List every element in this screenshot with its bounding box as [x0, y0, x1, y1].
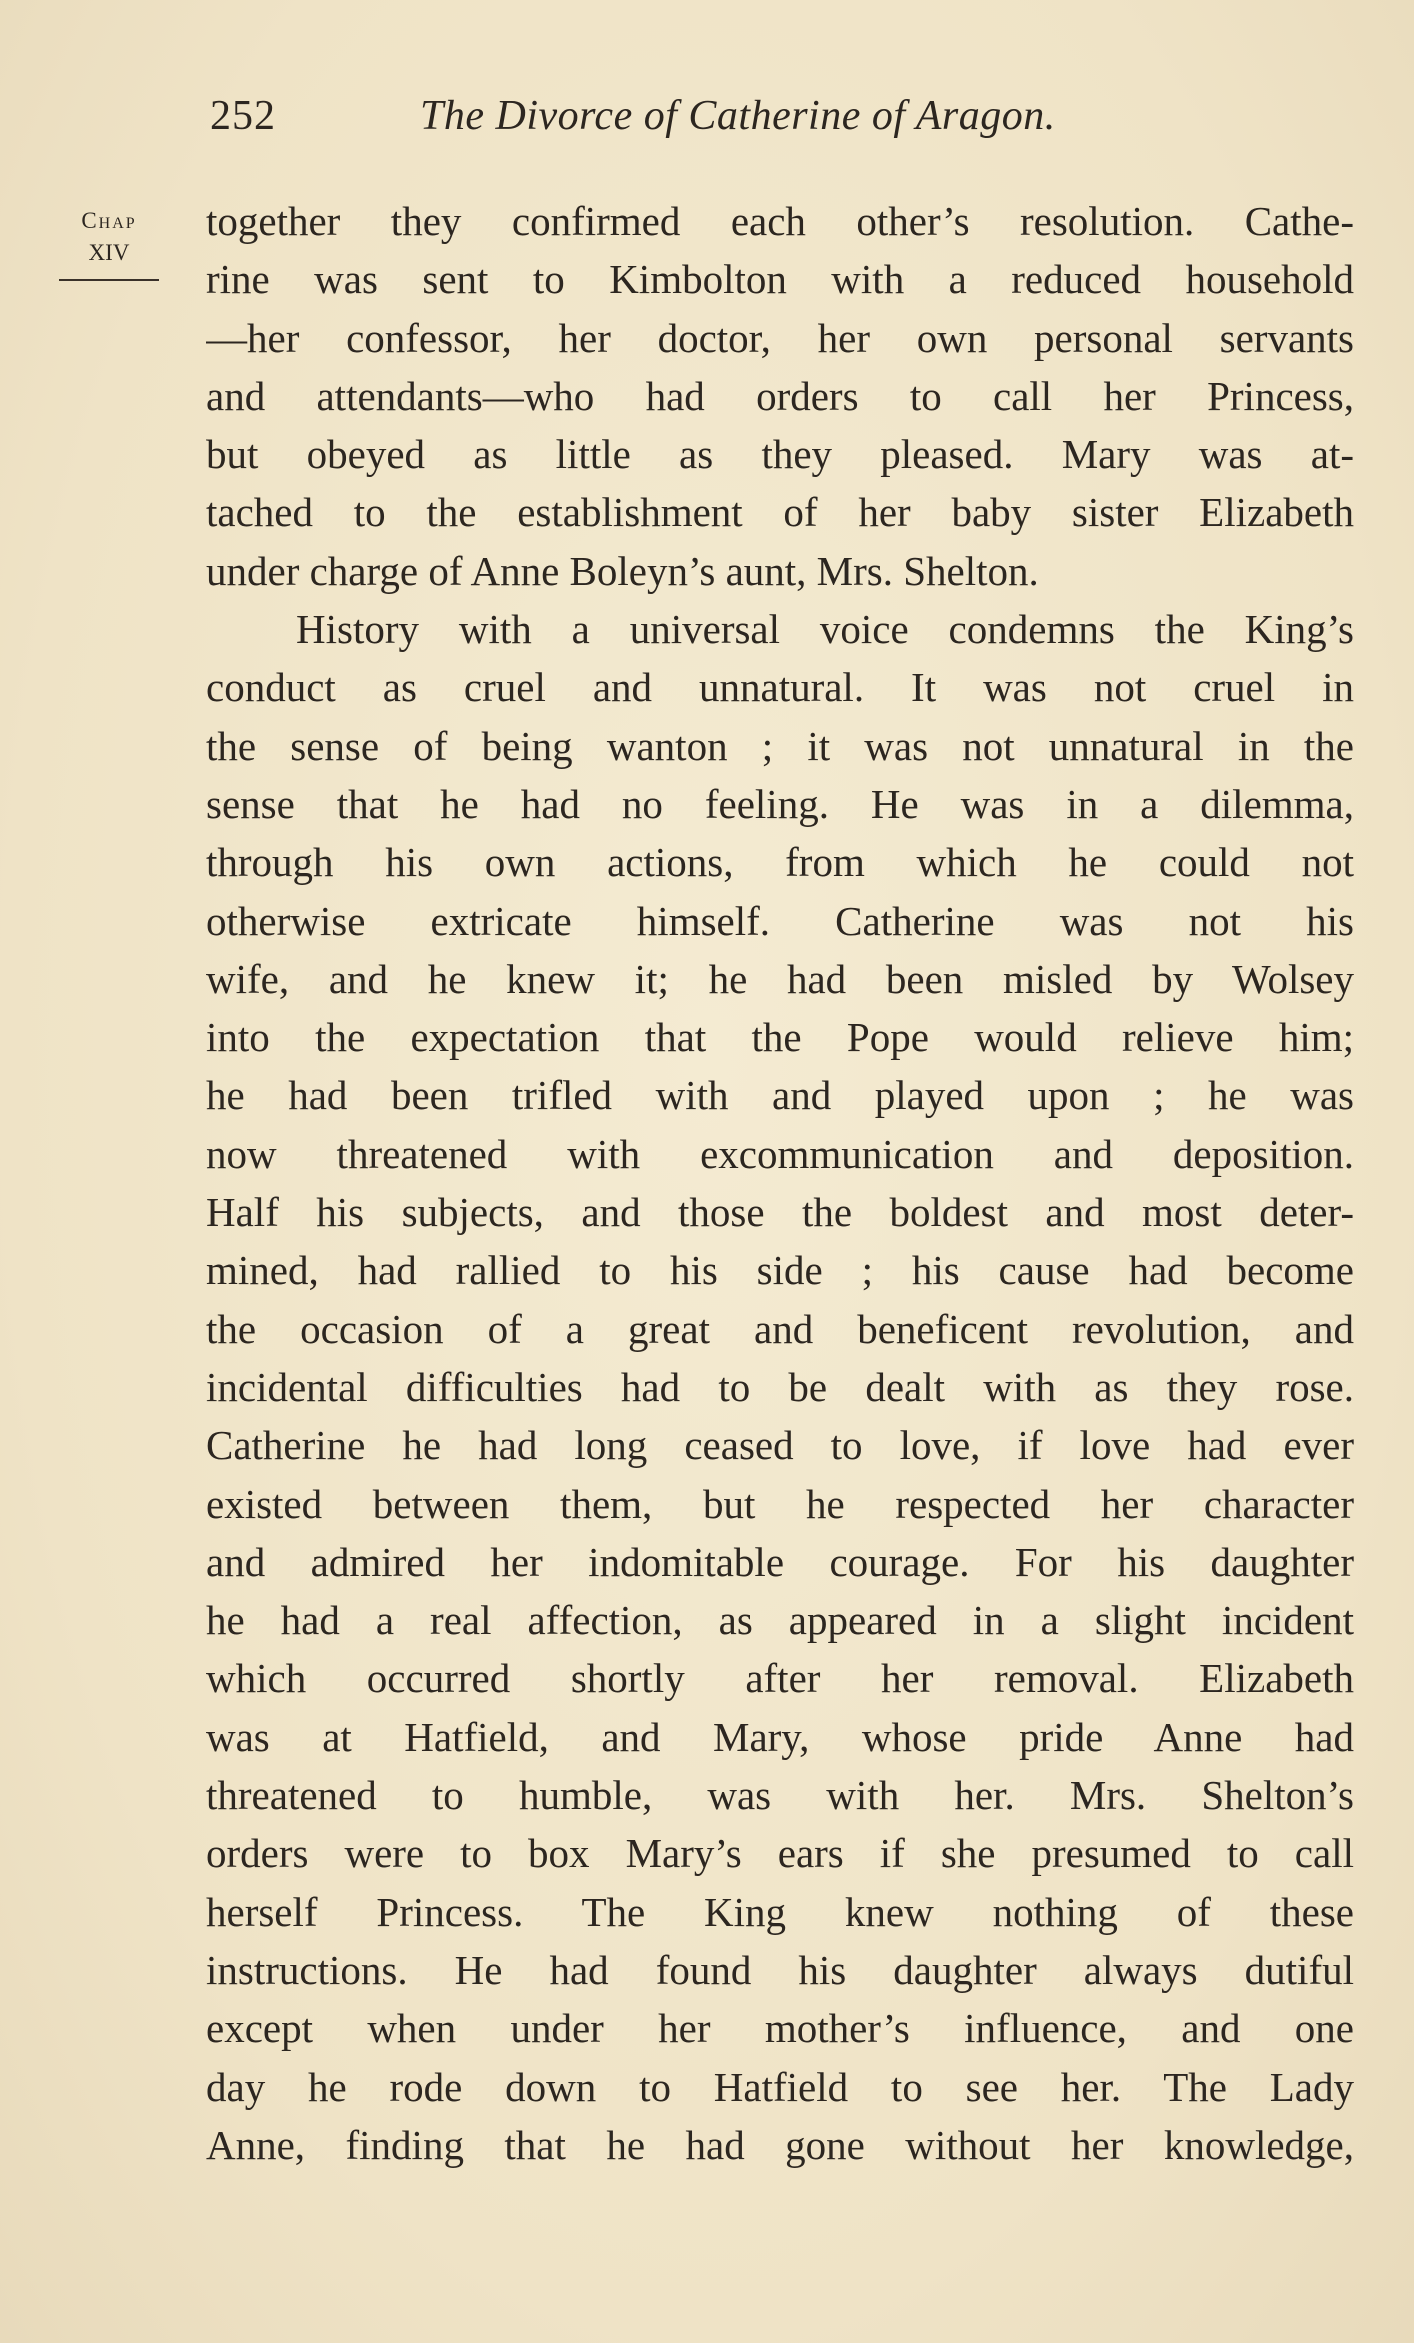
- text-line: orders were to box Mary’s ears if she presumed to call: [206, 1830, 1354, 1877]
- text-line: through his own actions, from which he could not: [206, 839, 1354, 886]
- chapter-rule: [59, 279, 159, 281]
- text-line: wife, and he knew it; he had been misled by Wolsey: [206, 955, 1354, 1002]
- text-line: existed between them, but he respected her character: [206, 1480, 1354, 1527]
- text-line: day he rode down to Hatfield to see her. The Lady: [206, 2063, 1354, 2110]
- text-line: herself Princess. The King knew nothing of these: [206, 1888, 1354, 1935]
- text-line: conduct as cruel and unnatural. It was not cruel in: [206, 664, 1354, 711]
- text-line: he had a real affection, as appeared in a slight incident: [206, 1597, 1354, 1644]
- chapter-label: Chap: [81, 208, 137, 233]
- text-line: sense that he had no feeling. He was in a dilemma,: [206, 780, 1354, 827]
- page-number: 252: [210, 93, 276, 139]
- text-line: the sense of being wanton ; it was not unnatural in the: [206, 722, 1354, 769]
- text-line: Catherine he had long ceased to love, if love had ever: [206, 1422, 1354, 1469]
- text-line: incidental difficulties had to be dealt with as they rose.: [206, 1363, 1354, 1410]
- text-line: was at Hatfield, and Mary, whose pride Anne had: [206, 1713, 1354, 1760]
- running-head: [210, 92, 1210, 152]
- body-text: [206, 192, 1354, 2174]
- text-line: the occasion of a great and beneficent revolution, and: [206, 1305, 1354, 1352]
- text-line: rine was sent to Kimbolton with a reduced household: [206, 256, 1354, 303]
- text-line: which occurred shortly after her removal. Elizabeth: [206, 1655, 1354, 1702]
- text-line: History with a universal voice condemns the King’s: [296, 606, 1354, 653]
- text-line: Half his subjects, and those the boldest and most deter-: [206, 1189, 1354, 1236]
- running-title: The Divorce of Catherine of Aragon.: [420, 93, 1056, 139]
- text-line: into the expectation that the Pope would relieve him;: [206, 1014, 1354, 1061]
- text-line: together they confirmed each other’s resolution. Cathe-: [206, 198, 1354, 244]
- text-line: otherwise extricate himself. Catherine was not his: [206, 897, 1354, 944]
- text-line: —her confessor, her doctor, her own personal servants: [206, 314, 1354, 361]
- chapter-number: XIV: [88, 240, 130, 265]
- text-line: under charge of Anne Boleyn’s aunt, Mrs. Shelton.: [206, 547, 1039, 594]
- text-line: instructions. He had found his daughter always dutiful: [206, 1946, 1354, 1993]
- text-line: threatened to humble, was with her. Mrs. Shelton’s: [206, 1772, 1354, 1819]
- text-line: and attendants—who had orders to call her Princess,: [206, 372, 1354, 419]
- text-line: Anne, finding that he had gone without her knowledge,: [206, 2121, 1354, 2168]
- text-line: except when under her mother’s influence, and one: [206, 2005, 1354, 2052]
- text-line: he had been trifled with and played upon ; he was: [206, 1072, 1354, 1119]
- text-line: tached to the establishment of her baby sister Elizabeth: [206, 489, 1354, 536]
- text-line: mined, had rallied to his side ; his cause had become: [206, 1247, 1354, 1294]
- text-line: now threatened with excommunication and deposition.: [206, 1130, 1354, 1177]
- text-line: but obeyed as little as they pleased. Mary was at-: [206, 431, 1354, 478]
- text-line: and admired her indomitable courage. For his daughter: [206, 1538, 1354, 1585]
- chapter-margin-note: [58, 205, 160, 281]
